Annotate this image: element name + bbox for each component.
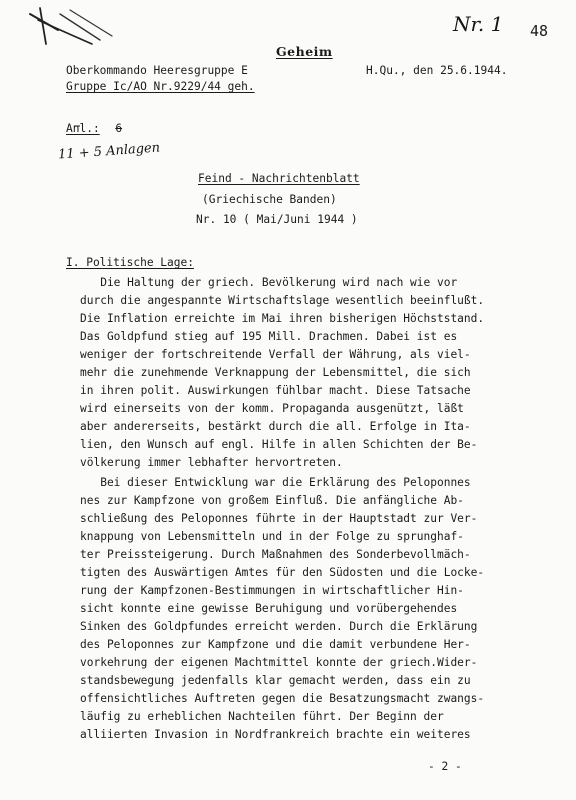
section-heading: I. Politische Lage: — [66, 256, 194, 269]
body-line: offensichtliches Auftreten gegen die Besatzungsmacht zwangs- — [80, 692, 485, 705]
body-line: tigten des Auswärtigen Amtes für den Südosten und die Locke- — [80, 566, 485, 579]
body-line: weniger der fortschreitende Verfall der Währung, als viel- — [80, 348, 471, 361]
body-line: alliierten Invasion in Nordfrankreich brachte ein weiteres — [80, 728, 471, 741]
body-line: des Peloponnes zur Kampfzone und die damit verbundene Her- — [80, 638, 471, 651]
body-line: wird einerseits von der komm. Propaganda ausgenützt, läßt — [80, 402, 464, 415]
body-line: lien, den Wunsch auf engl. Hilfe in allen Schichten der Be- — [80, 438, 478, 451]
title-line-3: Nr. 10 ( Mai/Juni 1944 ) — [196, 213, 358, 226]
body-line: Sinken des Goldpfundes erreicht werden. Durch die Erklärung — [80, 620, 478, 633]
body-line: rung der Kampfzonen-Bestimmungen in wirtschaftlicher Hin- — [80, 584, 464, 597]
attachments-label: Anl.: — [66, 122, 100, 135]
page-footer-number: - 2 - — [428, 760, 462, 773]
place-date: H.Qu., den 25.6.1944. — [366, 64, 508, 77]
handwritten-reference: Nr. 1 — [453, 12, 504, 36]
title-line-2: (Griechische Banden) — [202, 193, 337, 206]
body-line: Die Haltung der griech. Bevölkerung wird nach wie vor — [80, 276, 458, 289]
body-line: in ihren polit. Auswirkungen fühlbar macht. Diese Tatsache — [80, 384, 471, 397]
body-line: vorkehrung der eigenen Machtmittel konnte der griech.Wider- — [80, 656, 478, 669]
body-line: läufig zu erheblichen Nachteilen führt. Der Beginn der — [80, 710, 444, 723]
attachments-line — [66, 117, 122, 136]
title-line-1: Feind - Nachrichtenblatt — [198, 172, 360, 185]
body-line: schließung des Peloponnes führte in der Hauptstadt zur Ver- — [80, 512, 478, 525]
classification-stamp: Geheim — [276, 44, 333, 59]
body-line: sicht konnte eine gewisse Beruhigung und vorübergehendes — [80, 602, 458, 615]
attachments-value: 6 — [115, 122, 123, 135]
body-line: standsbewegung jedenfalls klar gemacht werden, dass ein zu — [80, 674, 471, 687]
sender-line-2: Gruppe Ic/AO Nr.9229/44 geh. — [66, 80, 255, 93]
body-line: Bei dieser Entwicklung war die Erklärung des Peloponnes — [80, 476, 471, 489]
body-line: aber andererseits, bestärkt durch die all. Erfolge in Ita- — [80, 420, 471, 433]
body-line: durch die angespannte Wirtschaftslage wesentlich beeinflußt. — [80, 294, 485, 307]
body-line: mehr die zunehmende Verknappung der Lebensmittel, die sich — [80, 366, 471, 379]
body-line: nes zur Kampfzone von großem Einfluß. Die anfängliche Ab- — [80, 494, 464, 507]
body-line: ter Preissteigerung. Durch Maßnahmen des Sonderbevollmäch- — [80, 548, 471, 561]
body-line: knappung von Lebensmitteln und in der Folge zu sprunghaf- — [80, 530, 464, 543]
sender-line-1: Oberkommando Heeresgruppe E — [66, 64, 248, 77]
body-line: Das Goldpfund stieg auf 195 Mill. Drachmen. Dabei ist es — [80, 330, 458, 343]
body-line: völkerung immer lebhafter hervortreten. — [80, 456, 343, 469]
page-number-top: 48 — [530, 22, 549, 40]
body-line: Die Inflation erreichte im Mai ihren bisherigen Höchststand. — [80, 312, 485, 325]
handwritten-attachments-note: 11 + 5 Anlagen — [57, 140, 161, 163]
